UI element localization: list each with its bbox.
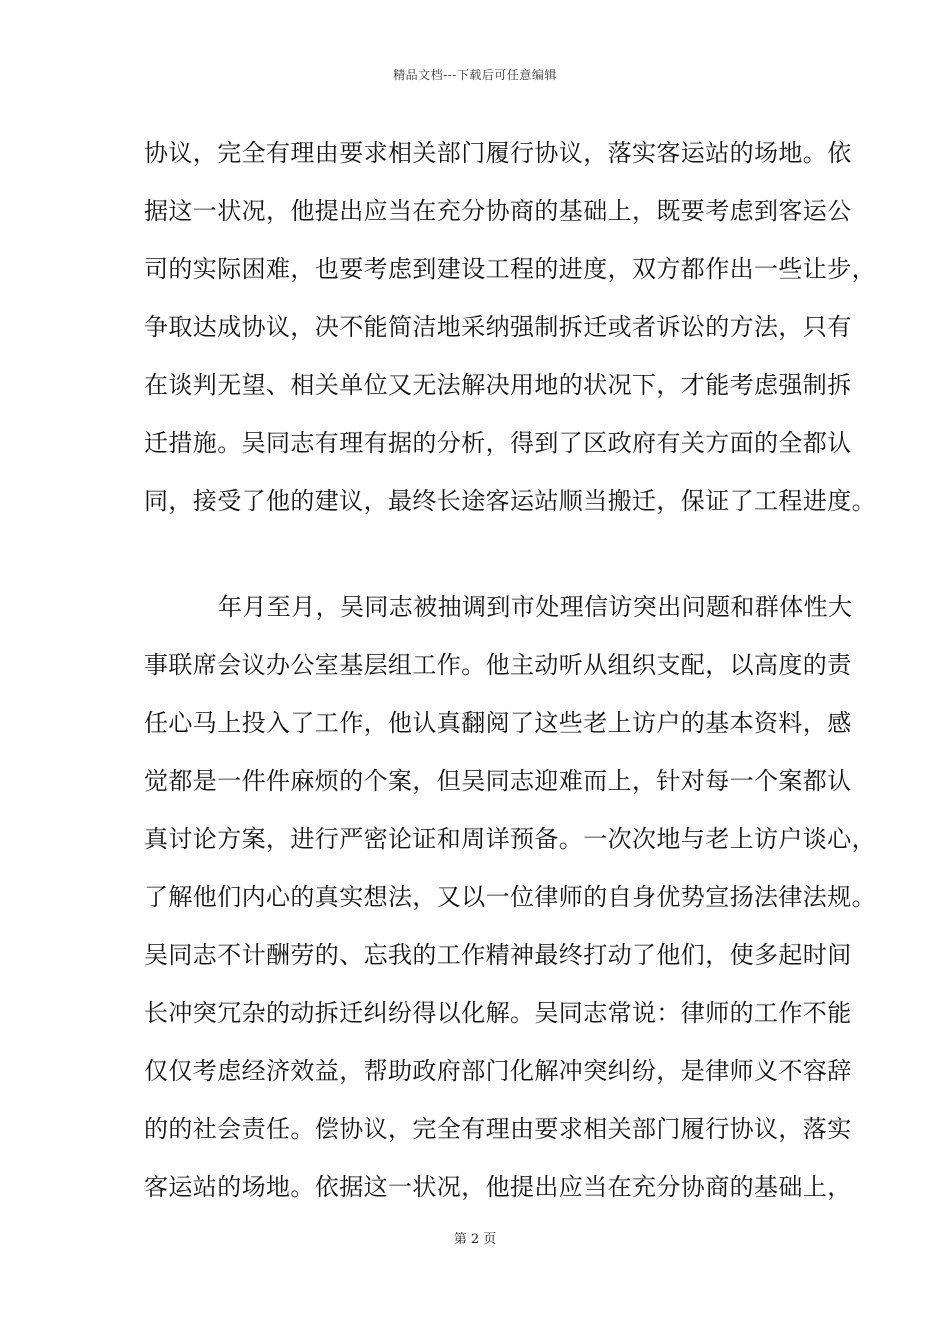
paragraph-line: 客运站的场地。依据这一状况，他提出应当在充分协商的基础上，: [144, 1173, 852, 1201]
paragraph-1: [144, 124, 876, 530]
paragraph-line: 觉都是一件件麻烦的个案，但吴同志迎难而上，针对每一个案都认: [144, 767, 852, 795]
paragraph-line: 司的实际困难，也要考虑到建设工程的进度，双方都作出一些让步，: [144, 255, 876, 283]
page-number: 第 2 页: [453, 1232, 497, 1247]
paragraph-line: 据这一状况，他提出应当在充分协商的基础上，既要考虑到客运公: [144, 197, 852, 225]
paragraph-line: 迁措施。吴同志有理有据的分析，得到了区政府有关方面的全都认: [144, 429, 852, 457]
paragraph-line: 争取达成协议，决不能简洁地采纳强制拆迁或者诉讼的方法，只有: [144, 313, 852, 341]
paragraph-line: 了解他们内心的真实想法，又以一位律师的自身优势宣扬法律法规。: [144, 883, 876, 911]
paragraph-line: 真讨论方案，进行严密论证和周详预备。一次次地与老上访户谈心，: [144, 825, 876, 853]
paragraph-line: 协议，完全有理由要求相关部门履行协议，落实客运站的场地。依: [144, 139, 852, 167]
paragraph-line: 同，接受了他的建议，最终长途客运站顺当搬迁，保证了工程进度。: [144, 487, 876, 515]
paragraph-line: 事联席会议办公室基层组工作。他主动听从组织支配，以高度的责: [144, 651, 852, 679]
paragraph-2: [144, 578, 876, 1216]
paragraph-line: 在谈判无望、相关单位又无法解决用地的状况下，才能考虑强制拆: [144, 371, 852, 399]
paragraph-line: 吴同志不计酬劳的、忘我的工作精神最终打动了他们，使多起时间: [144, 941, 852, 969]
paragraph-line: 的的社会责任。偿协议，完全有理由要求相关部门履行协议，落实: [144, 1115, 852, 1143]
paragraph-line: 年月至月，吴同志被抽调到市处理信访突出问题和群体性大: [218, 593, 853, 621]
paragraph-line: 长冲突冗杂的动拆迁纠纷得以化解。吴同志常说：律师的工作不能: [144, 999, 852, 1027]
paragraph-line: 仅仅考虑经济效益，帮助政府部门化解冲突纠纷，是律师义不容辞: [144, 1057, 852, 1085]
paragraph-line: 任心马上投入了工作，他认真翻阅了这些老上访户的基本资料，感: [144, 709, 852, 737]
page-header: 精品文档---下载后可任意编辑: [393, 68, 557, 82]
